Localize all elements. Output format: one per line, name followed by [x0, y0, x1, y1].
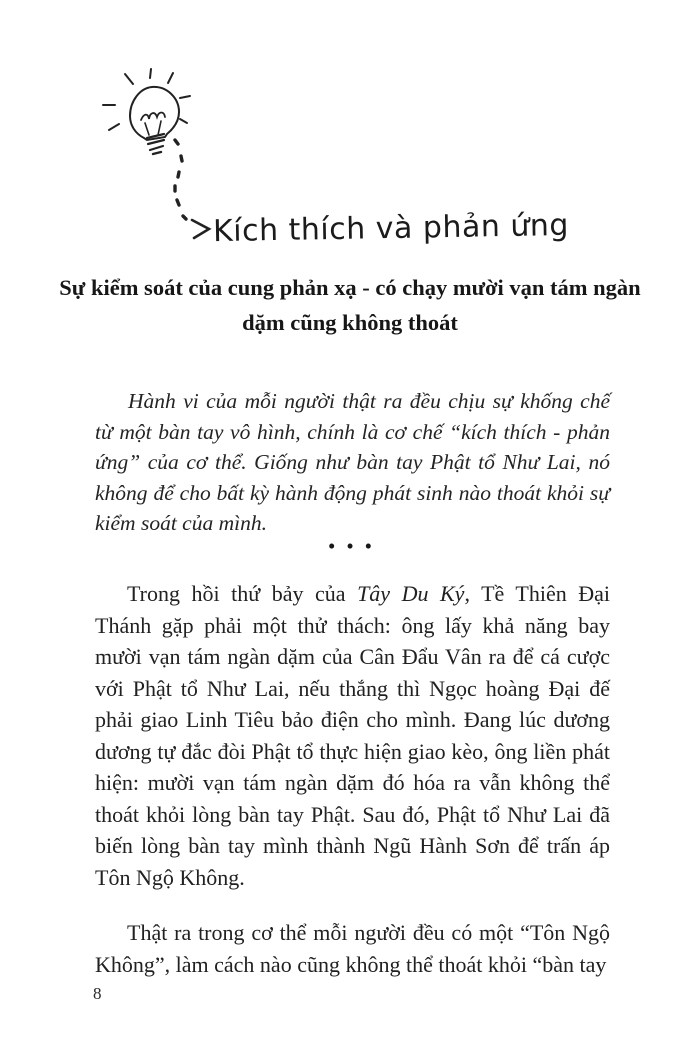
book-title-italic: Tây Du Ký	[357, 581, 465, 606]
chapter-subtitle-text: Sự kiểm soát của cung phản xạ - có chạy mười vạn tám ngàn dặm cũng không thoát	[59, 275, 641, 335]
paragraph-story-pre: Trong hồi thứ bảy của	[127, 581, 358, 606]
paragraph-story-post: , Tề Thiên Đại Thánh gặp phải một thử thách: ông lấy khả năng bay mười vạn tám ngàn dặm của Cân Đẩu Vân ra để cá cược với Phật tổ Như Lai, nếu thắng thì Ngọc hoàng Đại đế phải giao Linh Tiêu bảo điện cho mình. Đang lúc dương dương tự đắc đòi Phật tổ thực hiện giao kèo, ông liền phát hiện: mười vạn tám ngàn dặm đó hóa ra vẫn không thể thoát khỏi lòng bàn tay Phật. Sau đó, Phật tổ Như Lai đã biến lòng bàn tay mình thành Ngũ Hành Sơn để trấn áp Tôn Ngộ Không.	[95, 581, 610, 890]
page-number: 8	[93, 984, 102, 1003]
section-separator-dots: •••	[327, 534, 384, 558]
body-text	[95, 578, 610, 980]
epigraph-paragraph: Hành vi của mỗi người thật ra đều chịu sự khống chế từ một bàn tay vô hình, chính là cơ chế “kích thích - phản ứng” của cơ thể. Giống như bàn tay Phật tổ Như Lai, nó không để cho bất kỳ hành động phát sinh nào thoát khỏi sự kiểm soát của mình.	[95, 389, 610, 535]
paragraph-story	[95, 578, 610, 893]
chapter-subtitle	[50, 270, 650, 340]
dotted-arrow-icon	[175, 140, 209, 238]
chapter-title-handwritten: Kích thích và phản ứng	[212, 207, 570, 250]
paragraph-conclusion: Thật ra trong cơ thể mỗi người đều có một “Tôn Ngộ Không”, làm cách nào cũng không thể thoát khỏi “bàn tay	[95, 920, 610, 977]
